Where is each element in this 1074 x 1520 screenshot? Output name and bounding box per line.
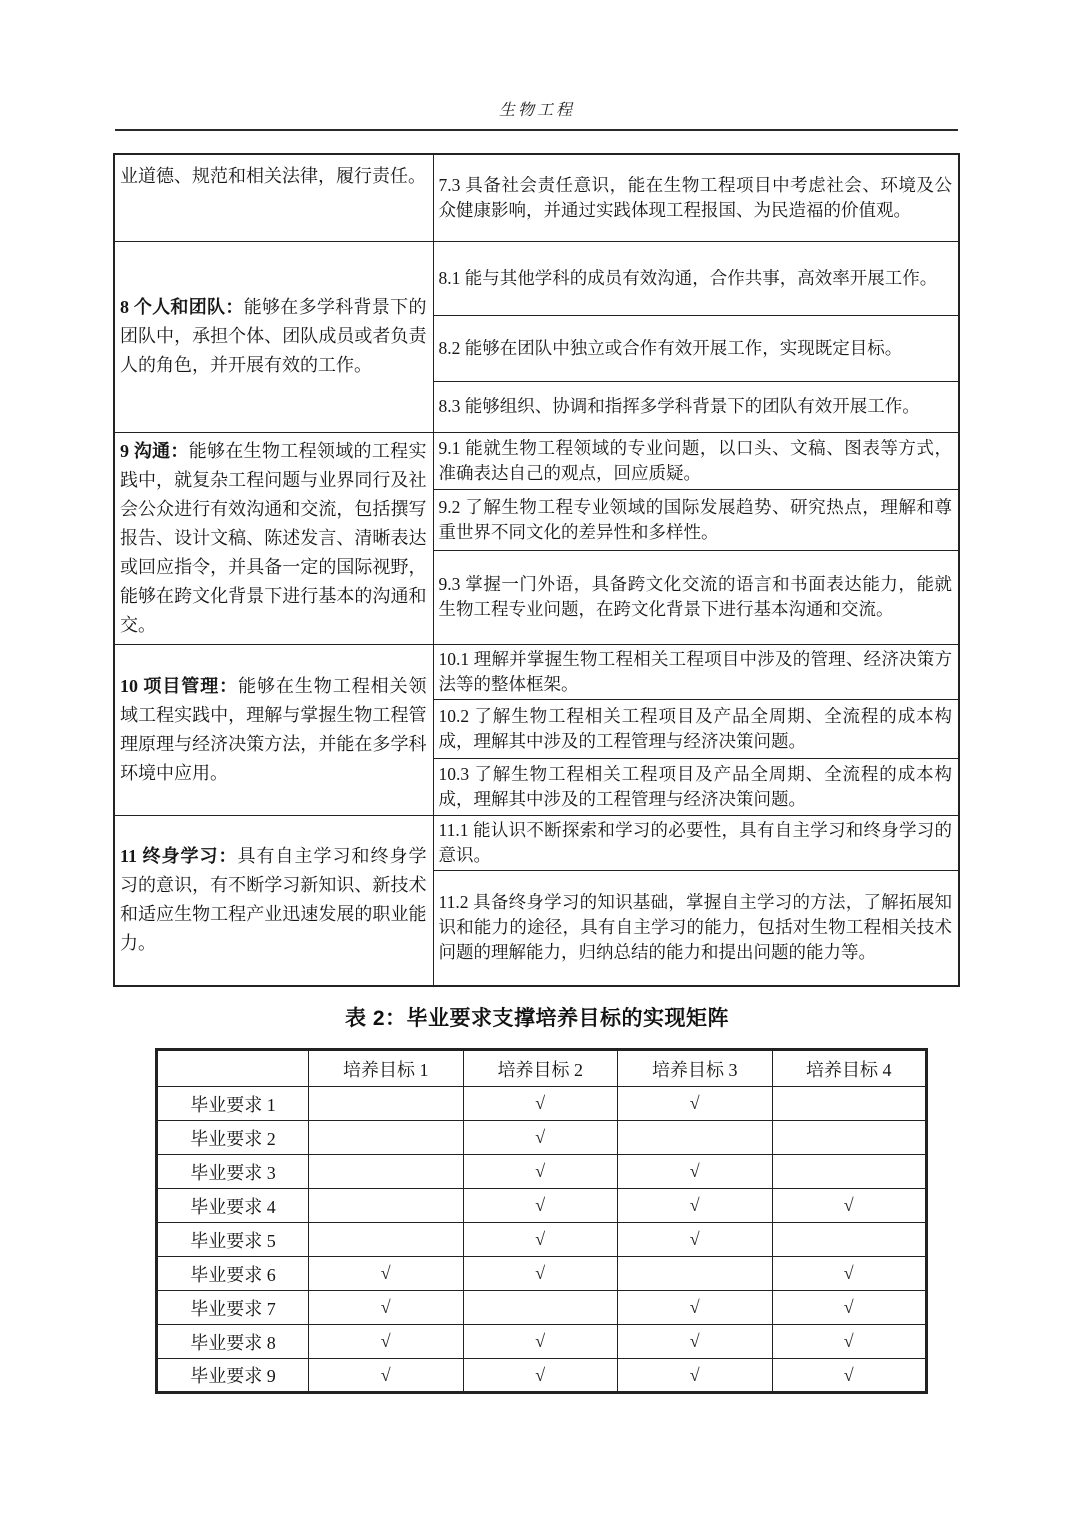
matrix-row-7	[157, 1291, 927, 1325]
matrix-row-label: 毕业要求 8	[157, 1325, 309, 1359]
matrix-row-label: 毕业要求 5	[157, 1223, 309, 1257]
matrix-check-cell: √	[463, 1325, 618, 1359]
matrix-check-cell: √	[463, 1121, 618, 1155]
requirement-category-text: 业道德、规范和相关法律，履行责任。	[120, 166, 426, 186]
matrix-check-cell: √	[463, 1155, 618, 1189]
requirement-row-10	[114, 644, 959, 699]
requirement-item-11-1: 11.1 能认识不断探索和学习的必要性，具有自主学习和终身学习的意识。	[433, 815, 959, 870]
support-matrix-table	[155, 1048, 928, 1394]
matrix-row-label: 毕业要求 6	[157, 1257, 309, 1291]
requirement-category-9	[114, 432, 433, 644]
matrix-row-6	[157, 1257, 927, 1291]
matrix-row-5	[157, 1223, 927, 1257]
matrix-check-cell: √	[618, 1223, 773, 1257]
requirement-item-9-3: 9.3 掌握一门外语，具备跨文化交流的语言和书面表达能力，能就生物工程专业问题，在跨文化背景下进行基本沟通和交流。	[433, 551, 959, 644]
requirement-item-10-1: 10.1 理解并掌握生物工程相关工程项目中涉及的管理、经济决策方法等的整体框架。	[433, 644, 959, 699]
matrix-check-cell	[309, 1223, 464, 1257]
matrix-check-cell: √	[772, 1325, 927, 1359]
table2-title: 表 2：毕业要求支撑培养目标的实现矩阵	[344, 1007, 729, 1030]
matrix-check-cell: √	[618, 1155, 773, 1189]
matrix-col-goal-4: 培养目标 4	[772, 1050, 927, 1087]
matrix-col-goal-3: 培养目标 3	[618, 1050, 773, 1087]
requirement-category-lead: 11 终身学习：	[120, 846, 238, 867]
requirement-row-7	[114, 154, 959, 241]
requirement-item-10-3: 10.3 了解生物工程相关工程项目及产品全周期、全流程的成本构成，理解其中涉及的工程管理与经济决策问题。	[433, 758, 959, 815]
requirement-item-7-3: 7.3 具备社会责任意识，能在生物工程项目中考虑社会、环境及公众健康影响，并通过实践体现工程报国、为民造福的价值观。	[433, 154, 959, 241]
graduation-requirements-table	[113, 153, 960, 987]
requirement-item-8-1: 8.1 能与其他学科的成员有效沟通，合作共事，高效率开展工作。	[433, 241, 959, 315]
matrix-col-goal-1: 培养目标 1	[309, 1050, 464, 1087]
matrix-check-cell: √	[463, 1189, 618, 1223]
matrix-check-cell: √	[463, 1087, 618, 1121]
matrix-check-cell	[772, 1223, 927, 1257]
matrix-row-label: 毕业要求 7	[157, 1291, 309, 1325]
requirement-category-lead: 8 个人和团队：	[120, 297, 244, 317]
requirement-row-11	[114, 815, 959, 870]
matrix-check-cell: √	[772, 1291, 927, 1325]
matrix-col-goal-2: 培养目标 2	[463, 1050, 618, 1087]
requirement-item-10-2: 10.2 了解生物工程相关工程项目及产品全周期、全流程的成本构成，理解其中涉及的工程管理与经济决策问题。	[433, 699, 959, 758]
requirement-row-8	[114, 241, 959, 315]
matrix-check-cell	[309, 1155, 464, 1189]
requirement-row-9	[114, 432, 959, 490]
matrix-check-cell	[463, 1291, 618, 1325]
requirement-category-lead: 10 项目管理：	[120, 675, 239, 696]
matrix-check-cell: √	[463, 1223, 618, 1257]
requirement-category-text: 能够在生物工程相关领域工程实践中，理解与掌握生物工程管理原理与经济决策方法，并能在多学科环境中应用。	[120, 675, 427, 783]
requirement-item-8-3: 8.3 能够组织、协调和指挥多学科背景下的团队有效开展工作。	[433, 381, 959, 432]
matrix-check-cell	[618, 1121, 773, 1155]
requirement-category-10	[114, 644, 433, 815]
matrix-row-4	[157, 1189, 927, 1223]
requirement-category-text: 能够在多学科背景下的团队中，承担个体、团队成员或者负责人的角色，并开展有效的工作。	[120, 297, 427, 375]
matrix-row-label: 毕业要求 4	[157, 1189, 309, 1223]
matrix-check-cell	[618, 1257, 773, 1291]
matrix-check-cell	[309, 1121, 464, 1155]
matrix-check-cell: √	[618, 1189, 773, 1223]
matrix-row-label: 毕业要求 1	[157, 1087, 309, 1121]
matrix-check-cell: √	[772, 1257, 927, 1291]
matrix-row-8	[157, 1325, 927, 1359]
requirement-category-7-continued	[114, 154, 433, 241]
matrix-check-cell: √	[618, 1325, 773, 1359]
matrix-check-cell	[309, 1087, 464, 1121]
matrix-check-cell: √	[618, 1291, 773, 1325]
matrix-row-label: 毕业要求 9	[157, 1359, 309, 1393]
matrix-check-cell: √	[618, 1087, 773, 1121]
matrix-check-cell	[309, 1189, 464, 1223]
page-header-title: 生物工程	[498, 102, 575, 119]
matrix-check-cell: √	[618, 1359, 773, 1393]
matrix-check-cell	[772, 1155, 927, 1189]
matrix-check-cell: √	[309, 1257, 464, 1291]
matrix-check-cell: √	[309, 1325, 464, 1359]
requirement-category-8	[114, 241, 433, 432]
matrix-corner-cell	[157, 1050, 309, 1087]
header-rule	[115, 129, 958, 131]
matrix-check-cell	[772, 1087, 927, 1121]
matrix-check-cell: √	[772, 1189, 927, 1223]
matrix-row-2	[157, 1121, 927, 1155]
matrix-check-cell: √	[309, 1291, 464, 1325]
matrix-check-cell: √	[772, 1359, 927, 1393]
matrix-row-9	[157, 1359, 927, 1393]
requirement-category-text: 能够在生物工程领域的工程实践中，就复杂工程问题与业界同行及社会公众进行有效沟通和交流，包括撰写报告、设计文稿、陈述发言、清晰表达或回应指令，并具备一定的国际视野，能够在跨文化背景下进行基本的沟通和交。	[120, 440, 427, 635]
matrix-row-1	[157, 1087, 927, 1121]
matrix-header-row	[157, 1050, 927, 1087]
matrix-check-cell	[772, 1121, 927, 1155]
requirement-category-text: 具有自主学习和终身学习的意识，有不断学习新知识、新技术和适应生物工程产业迅速发展的职业能力。	[120, 846, 427, 954]
matrix-check-cell: √	[463, 1359, 618, 1393]
requirement-category-11	[114, 815, 433, 986]
matrix-check-cell: √	[463, 1257, 618, 1291]
requirement-item-9-1: 9.1 能就生物工程领域的专业问题，以口头、文稿、图表等方式，准确表达自己的观点，回应质疑。	[433, 432, 959, 490]
matrix-row-3	[157, 1155, 927, 1189]
matrix-row-label: 毕业要求 3	[157, 1155, 309, 1189]
requirement-category-lead: 9 沟通：	[120, 440, 189, 461]
matrix-row-label: 毕业要求 2	[157, 1121, 309, 1155]
requirement-item-9-2: 9.2 了解生物工程专业领域的国际发展趋势、研究热点，理解和尊重世界不同文化的差异性和多样性。	[433, 490, 959, 551]
matrix-check-cell: √	[309, 1359, 464, 1393]
requirement-item-8-2: 8.2 能够在团队中独立或合作有效开展工作，实现既定目标。	[433, 315, 959, 381]
page-header	[0, 0, 1074, 120]
requirement-item-11-2: 11.2 具备终身学习的知识基础，掌握自主学习的方法，了解拓展知识和能力的途径，具有自主学习的能力，包括对生物工程相关技术问题的理解能力，归纳总结的能力和提出问题的能力等。	[433, 870, 959, 986]
